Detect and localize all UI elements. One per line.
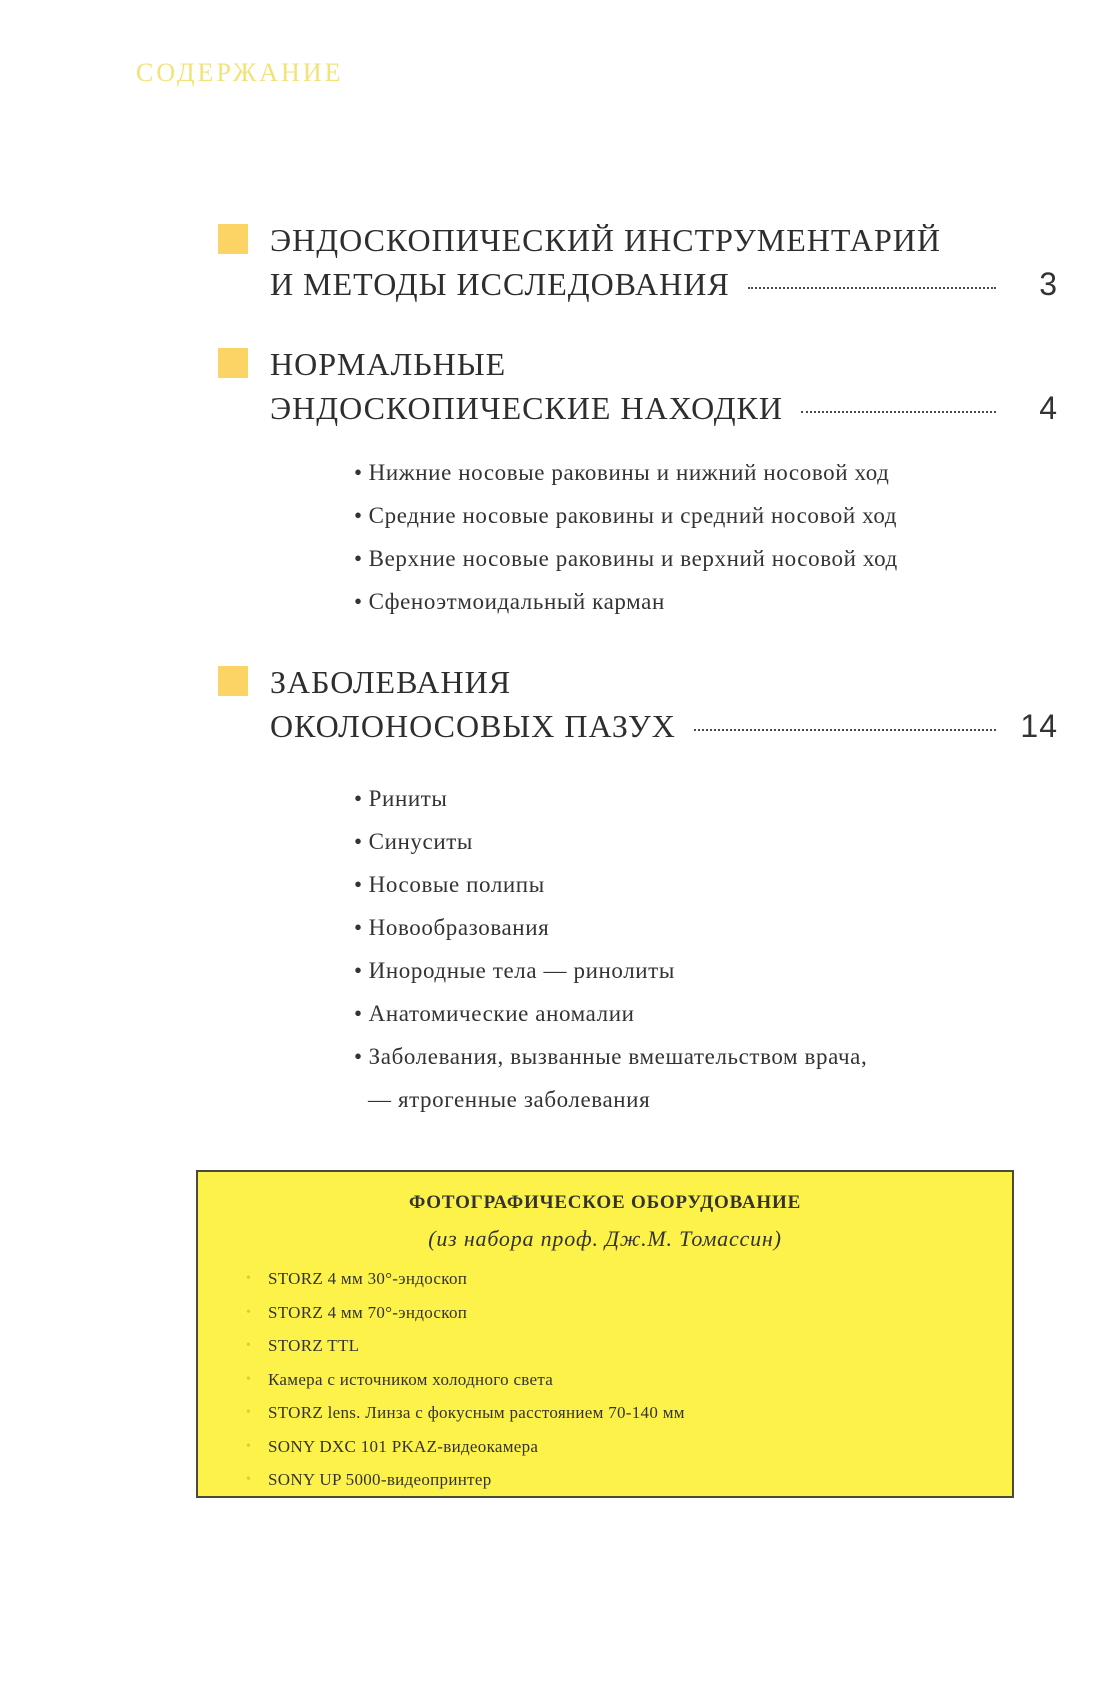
section-title-line: ОКОЛОНОСОВЫХ ПАЗУХ [270,708,676,744]
page-number: 14 [1020,708,1058,744]
equipment-item: • STORZ lens. Линза с фокусным расстоянием 70-140 мм [268,1396,685,1430]
equipment-item: • STORZ 4 мм 70°-эндоскоп [268,1296,685,1330]
equipment-box-subtitle: (из набора проф. Дж.М. Томассин) [428,1226,782,1251]
subsection-list [354,777,867,1121]
section-title-line: ЭНДОСКОПИЧЕСКИЙ ИНСТРУМЕНТАРИЙ [270,222,941,258]
bullet-dot-icon: • [246,1338,252,1353]
section-title-line: И МЕТОДЫ ИССЛЕДОВАНИЯ [270,266,730,302]
toc-section-normal-findings[interactable] [218,342,1058,432]
section-title-line: НОРМАЛЬНЫЕ [270,346,507,382]
subsection-item[interactable]: • Инородные тела — ринолиты [354,958,675,983]
leader-dots [801,411,996,413]
subsection-item[interactable]: • Сфеноэтмоидальный карман [354,589,665,614]
subsection-item[interactable]: • Верхние носовые раковины и верхний носовой ход [354,546,898,571]
section-marker-square [218,224,248,254]
subsection-item[interactable]: • Новообразования [354,915,550,940]
leader-dots [748,287,996,289]
equipment-item: • SONY DXC 101 PKAZ-видеокамера [268,1430,685,1464]
subsection-list [354,451,898,623]
subsection-item-continuation: — ятрогенные заболевания [368,1087,651,1112]
page-number: 3 [1039,266,1058,302]
section-title-line: ЭНДОСКОПИЧЕСКИЕ НАХОДКИ [270,390,783,426]
toc-section-diseases[interactable] [218,660,1058,750]
subsection-item[interactable]: • Синуситы [354,829,473,854]
equipment-list [246,1262,685,1497]
equipment-item: • STORZ TTL [268,1329,685,1363]
subsection-item[interactable]: • Нижние носовые раковины и нижний носовой ход [354,460,890,485]
subsection-item[interactable]: • Заболевания, вызванные вмешательством врача, [354,1044,868,1069]
subsection-item[interactable]: • Носовые полипы [354,872,545,897]
bullet-dot-icon: • [246,1371,252,1387]
equipment-item: • SONY UP 5000-видеопринтер [268,1463,685,1497]
section-marker-square [218,348,248,378]
bullet-dot-icon: • [246,1438,252,1454]
bullet-dot-icon: • [246,1472,252,1487]
leader-dots [694,729,996,731]
equipment-box-title: ФОТОГРАФИЧЕСКОЕ ОБОРУДОВАНИЕ [408,1192,802,1213]
bullet-dot-icon: • [246,1271,252,1286]
page-number: 4 [1039,390,1058,426]
page-heading: СОДЕРЖАНИЕ [136,58,344,87]
bullet-dot-icon: • [246,1304,252,1320]
equipment-item: • Камера с источником холодного света [268,1363,685,1397]
equipment-item: • STORZ 4 мм 30°-эндоскоп [268,1262,685,1296]
toc-section-instruments[interactable] [218,218,1058,308]
subsection-item[interactable]: • Анатомические аномалии [354,1001,635,1026]
equipment-box [196,1170,1014,1498]
subsection-item[interactable]: • Средние носовые раковины и средний носовой ход [354,503,898,528]
subsection-item[interactable]: • Риниты [354,786,448,811]
section-marker-square [218,666,248,696]
section-title-line: ЗАБОЛЕВАНИЯ [270,664,512,700]
bullet-dot-icon: • [246,1405,252,1420]
